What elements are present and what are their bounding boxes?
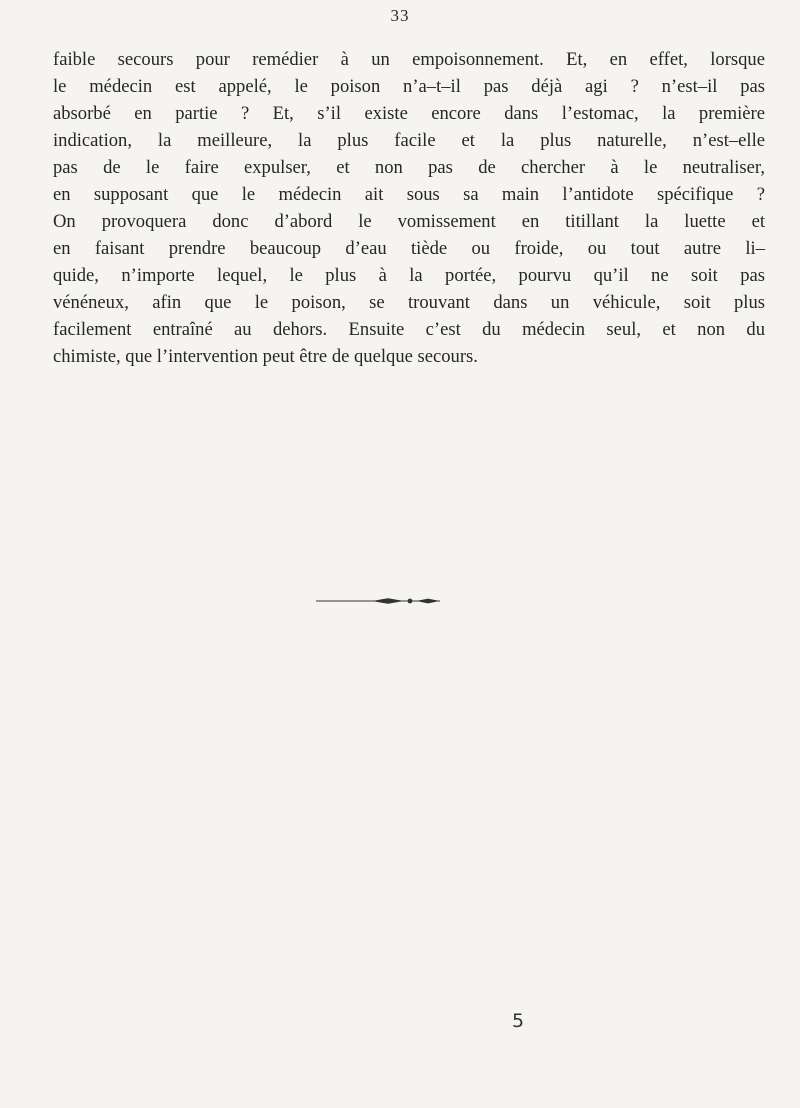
page-number: 33	[390, 6, 410, 25]
text-line: le médecin est appelé, le poison n’a–t–il pas déjà agi ? n’est–il pas	[53, 76, 765, 97]
text-line: chimiste, que l’intervention peut être de quelque secours.	[53, 346, 478, 367]
text-line: en supposant que le médecin ait sous sa main l’antidote spécifique ?	[53, 184, 765, 205]
text-line: en faisant prendre beaucoup d’eau tiède ou froide, ou tout autre li–	[53, 238, 765, 259]
text-line: absorbé en partie ? Et, s’il existe encore dans l’estomac, la première	[53, 103, 765, 124]
text-line: indication, la meilleure, la plus facile et la plus naturelle, n’est–elle	[53, 130, 765, 151]
text-line: quide, n’importe lequel, le plus à la portée, pourvu qu’il ne soit pas	[53, 265, 765, 286]
signature-mark: 5	[512, 1010, 525, 1032]
ornament-divider	[0, 595, 800, 607]
text-line: faible secours pour remédier à un empoisonnement. Et, en effet, lorsque	[53, 49, 765, 70]
text-line: On provoquera donc d’abord le vomissement en titillant la luette et	[53, 211, 765, 232]
text-line: vénéneux, afin que le poison, se trouvant dans un véhicule, soit plus	[53, 292, 765, 313]
text-line: facilement entraîné au dehors. Ensuite c’est du médecin seul, et non du	[53, 319, 765, 340]
text-line: pas de le faire expulser, et non pas de chercher à le neutraliser,	[53, 157, 765, 178]
body-text	[53, 46, 765, 370]
